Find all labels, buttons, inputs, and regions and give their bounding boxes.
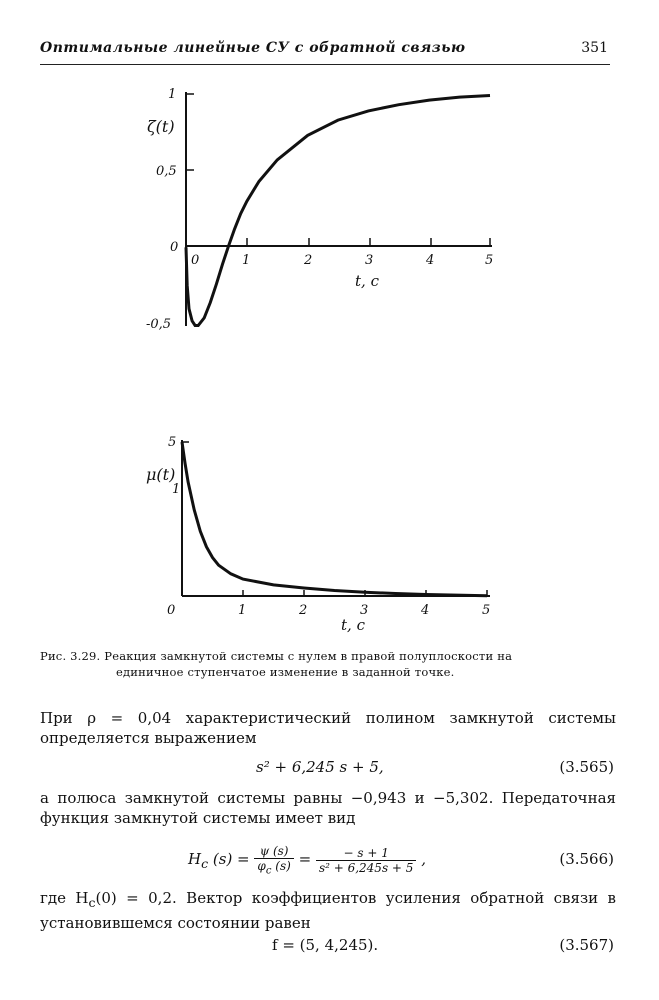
mu-ytick-label-5: 5 <box>168 435 177 450</box>
eq2-fraction-2 <box>316 846 416 875</box>
zeta-ylabel: ζ(t) <box>147 117 175 136</box>
eq2-frac1-den-main: φ <box>257 859 266 873</box>
paragraph-1: При ρ = 0,04 характеристический полином замкнутой системы определяется выражением <box>40 709 616 747</box>
eq2-frac1-den-arg: (s) <box>275 859 291 873</box>
zeta-xtick-label-5: 5 <box>485 253 494 268</box>
chart-zeta <box>146 87 493 332</box>
mu-xtick-label-5: 5 <box>482 603 491 618</box>
caption-label: Рис. 3.29. <box>40 649 101 663</box>
zeta-xtick-label-2: 2 <box>304 253 313 268</box>
running-title: Оптимальные линейные СУ с обратной связью <box>40 40 466 56</box>
eq1-number: (3.565) <box>559 758 614 776</box>
para3-rest: (0) = 0,2. Вектор коэффициентов усиления обратной связи в установившемся состоянии равен <box>40 889 616 932</box>
para3-start: где H <box>40 889 89 907</box>
eq2-lhs: H <box>188 850 202 869</box>
eq2-formula <box>188 844 426 876</box>
caption-line1: Реакция замкнутой системы с нулем в правой полуплоскости на <box>104 649 513 663</box>
eq3-number: (3.567) <box>559 936 614 954</box>
eq3-formula: f = (5, 4,245). <box>272 936 379 954</box>
zeta-xtick-label-4: 4 <box>426 253 435 268</box>
mu-ytick-label-1: 1 <box>172 482 181 497</box>
mu-xtick-label-0: 0 <box>167 603 176 618</box>
zeta-ytick-label-0: 0 <box>170 240 179 255</box>
eq2-tail: , <box>421 850 426 869</box>
eq2-frac2-num: − s + 1 <box>316 846 416 861</box>
eq2-lhs-arg: (s) = <box>212 850 250 869</box>
equation-3-566 <box>40 842 616 878</box>
zeta-curve <box>186 96 490 326</box>
zeta-ytick-label-1: 1 <box>168 87 177 102</box>
eq2-lhs-sub: c <box>201 856 209 872</box>
zeta-ytick-label-neg05: -0,5 <box>146 317 172 332</box>
mu-ylabel: μ(t) <box>146 465 176 484</box>
zeta-ytick-label-05: 0,5 <box>156 164 177 179</box>
para3-sub: c <box>88 895 96 910</box>
zeta-xtick-label-0: 0 <box>191 253 200 268</box>
mu-xtick-label-1: 1 <box>238 603 247 618</box>
eq1-formula: s² + 6,245 s + 5, <box>256 758 384 776</box>
zeta-xlabel: t, c <box>355 272 379 290</box>
equation-3-567 <box>40 936 616 958</box>
mu-xlabel: t, c <box>341 616 365 634</box>
eq2-frac2-den: s² + 6,245s + 5 <box>318 860 414 875</box>
eq2-frac1-den-sub: c <box>265 865 272 877</box>
equation-3-565 <box>40 758 616 780</box>
mu-xtick-label-3: 3 <box>360 603 369 618</box>
zeta-xtick-label-3: 3 <box>365 253 374 268</box>
eq2-frac1-num: ψ (s) <box>254 844 293 859</box>
mu-curve <box>182 442 487 596</box>
paragraph-3 <box>40 888 616 933</box>
mu-xtick-label-2: 2 <box>299 603 308 618</box>
mu-xtick-label-4: 4 <box>421 603 430 618</box>
eq2-fraction-1 <box>254 844 293 876</box>
paragraph-2: а полюса замкнутой системы равны −0,943 и −5,302. Передаточная функция замкнутой системы имеет вид <box>40 789 616 827</box>
eq2-frac1-den <box>254 859 293 876</box>
eq2-equals: = <box>298 850 312 869</box>
page-number: 351 <box>581 40 608 56</box>
eq2-number: (3.566) <box>559 850 614 868</box>
chart-mu <box>146 435 490 634</box>
caption-line2: единичное ступенчатое изменение в заданной точке. <box>116 665 455 679</box>
figure-caption <box>40 648 615 680</box>
zeta-xtick-label-1: 1 <box>242 253 251 268</box>
